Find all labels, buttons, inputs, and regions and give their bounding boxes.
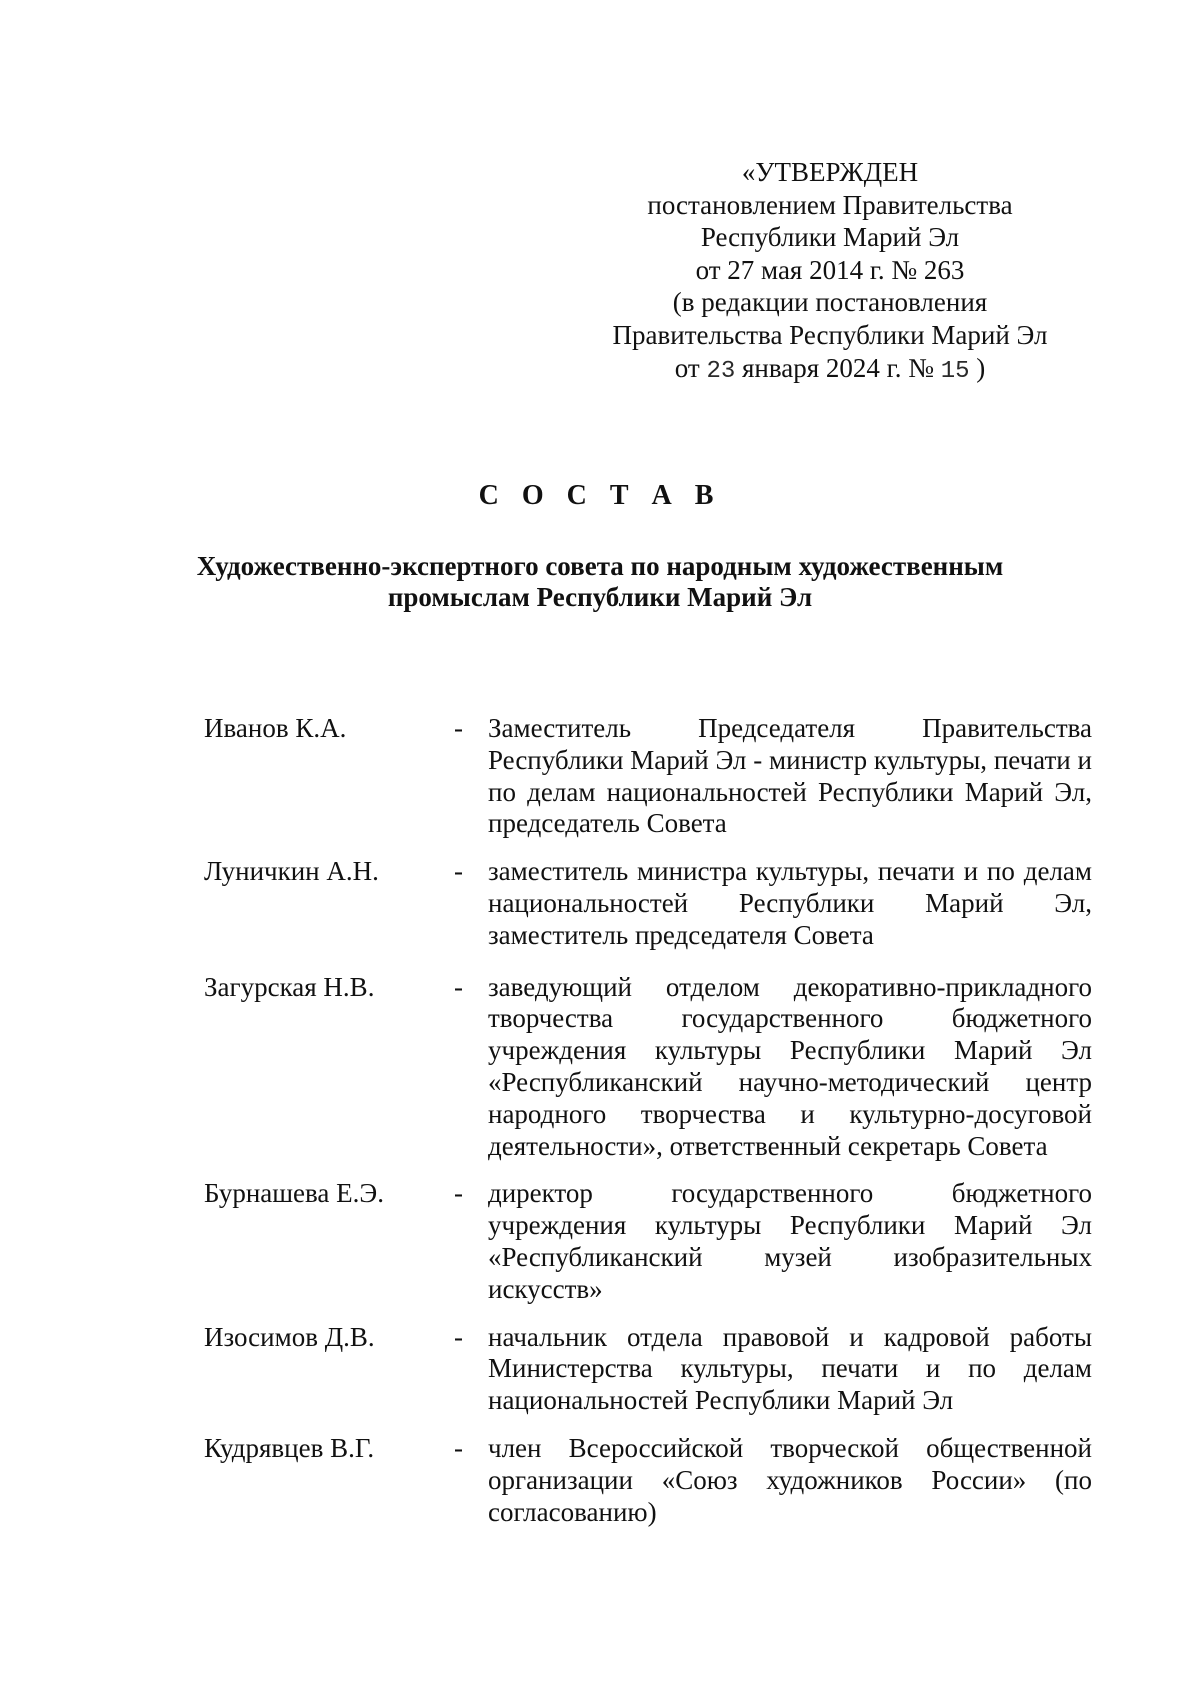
subtitle-line-1: Художественно-экспертного совета по народным художественным [196,551,1004,581]
member-dash: - [454,1321,463,1352]
member-role: директор государственного бюджетного учреждения культуры Республики Марий Эл «Республиканский музей изобразительных искусств» [488,1178,1092,1304]
approval-line-government: Правительства Республики Марий Эл [612,319,1048,350]
member-role: заведующий отделом декоративно-прикладного творчества государственного бюджетного учреждения культуры Республики Марий Эл «Республиканский научно-методический центр народного творчества и культурно-досуговой деятельности», ответственный секретарь Совета [488,971,1092,1161]
approval-line-date: от 27 мая 2014 г. № 263 [695,254,965,285]
member-dash: - [454,1178,463,1209]
approval-line-republic: Республики Марий Эл [700,222,960,253]
member-dash: - [454,856,463,887]
member-name: Загурская Н.В. [204,971,375,1002]
approval-line-approved: «УТВЕРЖДЕН [741,157,919,187]
members-list [204,713,1092,1528]
member-row [204,1433,1092,1528]
member-name: Кудрявцев В.Г. [204,1432,375,1463]
approval-line-revision-date [580,352,1080,389]
revision-day: 23 [706,357,736,385]
document-subtitle [150,551,1050,613]
member-row [204,972,1092,1163]
member-row [204,856,1092,951]
member-row [204,1178,1092,1305]
member-row [204,713,1092,840]
approval-line-revision: (в редакции постановления [672,287,988,318]
member-name: Луничкин А.Н. [204,856,379,887]
member-name: Изосимов Д.В. [204,1321,375,1352]
member-role: член Всероссийской творческой общественной организации «Союз художников России» (по согласованию) [488,1432,1092,1527]
member-name: Иванов К.А. [204,713,347,743]
document-title: С О С Т А В [478,480,722,511]
member-row [204,1322,1092,1417]
revision-month-year: января 2024 г. № [742,352,934,383]
revision-date-prefix: от [674,352,700,383]
member-role: заместитель министра культуры, печати и по делам национальностей Республики Марий Эл, заместитель председателя Совета [488,856,1092,950]
member-role: Заместитель Председателя Правительства Республики Марий Эл - министр культуры, печати и по делам национальностей Республики Марий Эл, председатель Совета [488,713,1092,839]
approval-block [580,156,1080,388]
member-role: начальник отдела правовой и кадровой работы Министерства культуры, печати и по делам национальностей Республики Марий Эл [488,1321,1092,1416]
approval-line-resolution: постановлением Правительства [647,189,1013,220]
subtitle-line-2: промыслам Республики Марий Эл [387,582,813,612]
member-dash: - [454,1432,463,1463]
member-dash: - [454,713,463,743]
revision-number: 15 [940,357,970,385]
member-name: Бурнашева Е.Э. [204,1178,384,1209]
revision-closing-paren: ) [976,352,986,383]
member-dash: - [454,971,463,1002]
